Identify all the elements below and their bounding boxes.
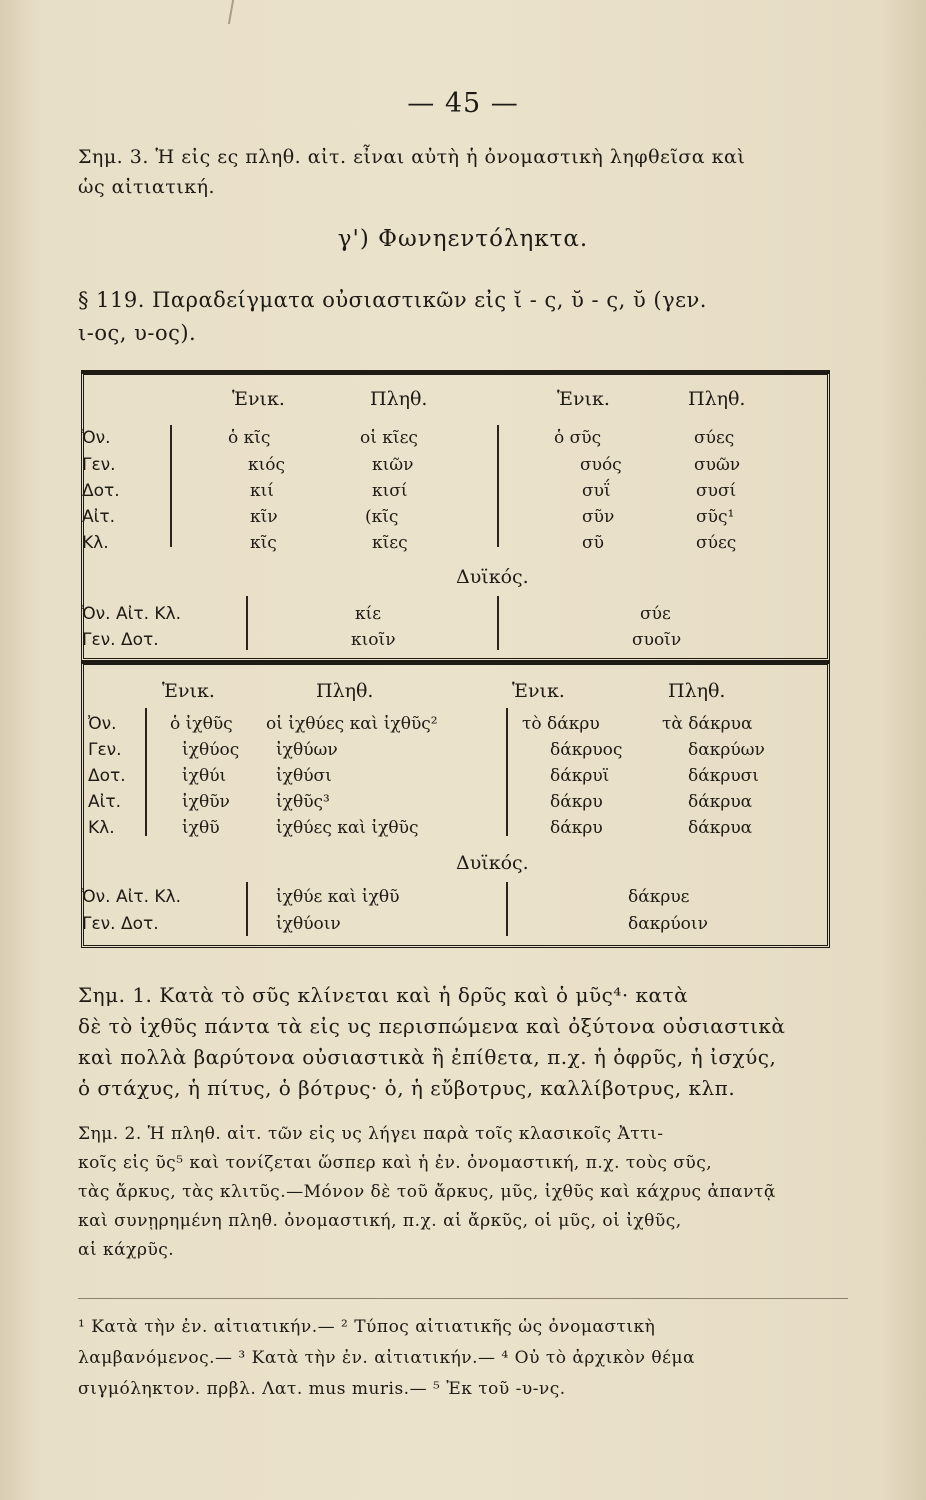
table-2-dual-case: Ὀν. Αἰτ. Κλ. [82, 887, 182, 907]
table-2-dual-label: Δυϊκός. [456, 852, 529, 874]
table-1-cell: κῖν [250, 507, 278, 527]
table-1-dual-cell: κίε [355, 604, 382, 624]
table-2-divider-a [145, 708, 147, 836]
note-1-line: δὲ τὸ ἰχθῦς πάντα τὰ εἰς υς περισπώμενα καὶ ὀξύτονα οὐσιαστικὰ [78, 1014, 786, 1038]
table-1-cell: κῖες [372, 533, 408, 553]
note-1-line: Σημ. 1. Κατὰ τὸ σῦς κλίνεται καὶ ἡ δρῦς καὶ ὁ μῦς⁴· κατὰ [78, 983, 689, 1007]
table-2-divider-d [506, 882, 508, 936]
table-2-cell: ἰχθύος [182, 740, 240, 760]
table-2-dual-cell: δάκρυε [628, 887, 690, 907]
table-2-header-plur-2: Πληθ. [668, 680, 726, 702]
table-1-cell: σῦς¹ [696, 507, 735, 527]
table-1-dual-case: Ὀν. Αἰτ. Κλ. [82, 604, 182, 624]
table-1-dual-case: Γεν. Δοτ. [82, 630, 159, 650]
table-2-cell: τὰ δάκρυα [662, 714, 753, 734]
table-1-case-label: Ὀν. [82, 428, 111, 448]
table-2-case-label: Αἰτ. [88, 792, 122, 812]
table-2-cell: ἰχθύσι [276, 766, 332, 786]
footnotes [78, 1312, 695, 1405]
table-2-case-label: Κλ. [88, 818, 115, 838]
table-1-header-sing-1: Ἑνικ. [232, 388, 285, 410]
table-1-cell: κιός [248, 455, 286, 475]
table-2-dual-cell: δακρύοιν [628, 914, 708, 934]
paragraph-119 [78, 284, 707, 350]
table-2-cell: δάκρυος [550, 740, 623, 760]
table-2-cell: οἱ ἰχθύες καὶ ἰχθῦς² [266, 714, 438, 734]
paragraph-119-line-1: § 119. Παραδείγματα οὐσιαστικῶν εἰς ῐ - ς, ῠ - ς, ῠ (γεν. [78, 288, 707, 312]
footnote-line: ¹ Κατὰ τὴν ἐν. αἰτιατικήν.— ² Τύπος αἰτιατικῆς ὡς ὀνομαστικὴ [78, 1317, 656, 1337]
table-1-cell: (κῖς [365, 507, 399, 527]
footnote-line: λαμβανόμενος.— ³ Κατὰ τὴν ἐν. αἰτιατικήν.— ⁴ Οὐ τὸ ἀρχικὸν θέμα [78, 1348, 695, 1368]
section-heading: γ') Φωνηεντόληκτα. [337, 226, 589, 252]
footnote-line: σιγμόληκτον. πρβλ. Λατ. mus muris.— ⁵ Ἐκ τοῦ -υ-νς. [78, 1379, 566, 1399]
note-3-line-1: Σημ. 3. Ἡ εἰς ες πληθ. αἰτ. εἶναι αὐτὴ ἡ ὀνομαστικὴ ληφθεῖσα καὶ [78, 146, 746, 168]
note-2-line: Σημ. 2. Ἡ πληθ. αἰτ. τῶν εἰς υς λήγει παρὰ τοῖς κλασικοῖς Ἀττι- [78, 1124, 664, 1144]
table-2-cell: ἰχθύι [182, 766, 227, 786]
note-2-line: τὰς ἄρκυς, τὰς κλιτῦς.—Μόνον δὲ τοῦ ἄρκυς, μῦς, ἰχθῦς καὶ κάχρυς ἀπαντᾷ [78, 1182, 776, 1202]
table-2-case-label: Δοτ. [88, 766, 126, 786]
note-3 [78, 142, 745, 202]
table-1-cell: σύες [696, 533, 737, 553]
table-2-dual-cell: ἰχθύε καὶ ἰχθῦ [276, 887, 400, 907]
table-2-cell: ἰχθῦν [182, 792, 230, 812]
table-2-cell: ὁ ἰχθῦς [170, 714, 233, 734]
table-2-cell: ἰχθῦς³ [276, 792, 330, 812]
table-1-dual-cell: συοῖν [632, 630, 682, 650]
table-2-divider-c [246, 882, 248, 936]
table-2-cell: δάκρυσι [688, 766, 759, 786]
page-number: — 45 — [407, 88, 519, 119]
table-1-cell: σῦ [582, 533, 604, 553]
table-1-cell: συός [580, 455, 622, 475]
table-1-case-label: Αἰτ. [82, 507, 116, 527]
note-1 [78, 980, 785, 1104]
table-1-dual-label: Δυϊκός. [456, 566, 529, 588]
table-2-cell: δάκρυ [550, 792, 603, 812]
note-2 [78, 1120, 776, 1265]
table-2-cell: δάκρυϊ [550, 766, 610, 786]
paragraph-119-line-2: ι-ος, υ-ος). [78, 321, 197, 345]
table-2-divider-b [506, 708, 508, 836]
table-1-case-label: Κλ. [82, 533, 109, 553]
note-1-line: καὶ πολλὰ βαρύτονα οὐσιαστικὰ ἢ ἐπίθετα, π.χ. ἡ ὀφρῦς, ἡ ἰσχύς, [78, 1045, 777, 1069]
table-1-header-plur-1: Πληθ. [370, 388, 428, 410]
table-2-dual-case: Γεν. Δοτ. [82, 914, 159, 934]
footnote-separator [78, 1298, 848, 1299]
note-1-line: ὁ στάχυς, ἡ πίτυς, ὁ βότρυς· ὁ, ἡ εὔβοτρυς, καλλίβοτρυς, κλπ. [78, 1076, 736, 1100]
table-1-divider-a [170, 425, 172, 547]
table-1-cell: κιῶν [372, 455, 414, 475]
table-2-header-sing-1: Ἑνικ. [162, 680, 215, 702]
table-1-dual-cell: σύε [640, 604, 671, 624]
table-1-cell: σῦν [582, 507, 615, 527]
table-1-cell: οἱ κῖες [360, 428, 418, 448]
table-1-case-label: Δοτ. [82, 481, 120, 501]
table-1-header-sing-2: Ἑνικ. [557, 388, 610, 410]
table-2-cell: δάκρυ [550, 818, 603, 838]
table-1-cell: ὁ σῦς [554, 428, 602, 448]
table-1-cell: συῶν [694, 455, 741, 475]
table-1-cell: κισί [372, 481, 408, 501]
table-1-header-plur-2: Πληθ. [688, 388, 746, 410]
table-1-divider-c [246, 596, 248, 650]
note-2-line: κοῖς εἰς ῦς⁵ καὶ τονίζεται ὥσπερ καὶ ἡ ἐν. ὀνομαστική, π.χ. τοὺς σῦς, [78, 1153, 713, 1173]
table-2-case-label: Ὀν. [88, 714, 117, 734]
table-1-cell: κιί [250, 481, 274, 501]
table-1-divider-b [497, 425, 499, 547]
table-2-case-label: Γεν. [88, 740, 122, 760]
table-2-cell: ἰχθῦ [182, 818, 220, 838]
note-2-line: αἱ κάχρῦς. [78, 1240, 175, 1260]
table-2-header-plur-1: Πληθ. [316, 680, 374, 702]
table-2-cell: δάκρυα [688, 792, 753, 812]
table-1-cell: ὁ κῖς [228, 428, 271, 448]
table-1-divider-d [497, 596, 499, 650]
table-1-cell: συΐ [582, 481, 611, 501]
ink-mark [188, 0, 234, 24]
table-1-cell: συσί [696, 481, 737, 501]
table-2-cell: δακρύων [688, 740, 765, 760]
table-1-dual-cell: κιοῖν [351, 630, 396, 650]
table-2-header-sing-2: Ἑνικ. [512, 680, 565, 702]
table-1-cell: σύες [694, 428, 735, 448]
note-3-line-2: ὡς αἰτιατική. [78, 176, 216, 198]
table-2-cell: τὸ δάκρυ [522, 714, 600, 734]
table-1-case-label: Γεν. [82, 455, 116, 475]
note-2-line: καὶ συνῃρημένη πληθ. ὀνομαστική, π.χ. αἱ ἄρκῦς, οἱ μῦς, οἱ ἰχθῦς, [78, 1211, 682, 1231]
table-2-cell: ἰχθύων [276, 740, 338, 760]
table-2-dual-cell: ἰχθύοιν [276, 914, 341, 934]
table-2-cell: δάκρυα [688, 818, 753, 838]
table-2-cell: ἰχθύες καὶ ἰχθῦς [276, 818, 419, 838]
table-1-cell: κῖς [250, 533, 277, 553]
